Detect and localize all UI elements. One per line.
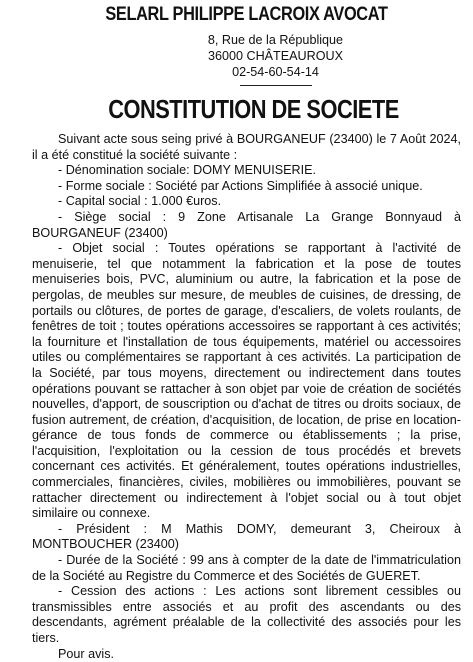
firm-name: SELARL PHILIPPE LACROIX AVOCAT <box>105 4 388 25</box>
notice-closing: Pour avis. <box>58 646 114 661</box>
notice-siege: - Siège social : 9 Zone Artisanale La Grange Bonnyaud à BOURGANEUF (23400) <box>32 209 461 240</box>
header-divider <box>240 85 312 86</box>
notice-cession: - Cession des actions : Les actions sont librement cessibles ou transmissibles entre associés et au profit des ascendants ou des descendants, agrément préalable de la collectivité des associés pour les tiers. <box>32 584 461 645</box>
address-street: 8, Rue de la République <box>207 33 344 47</box>
notice-objet: - Objet social : Toutes opérations se rapportant à l'activité de menuiserie, tel que notamment la fabrication et la pose de toutes menuiseries bois, PVC, aluminium ou autre, la fabrication et la pose de pergolas, de meubles sur mesure, de meubles de cuisines, de dressing, de portails ou clôtures, de portes de garage, d'escaliers, de volets roulants, de fenêtres de toit ; toutes opérations accessoires se rapportant à ces activités; la fourniture et l'installation de tous équipements, matériel ou accessoires utiles ou complémentaires se rapportant à ces activités. La participation de la Société, par tous moyens, directement ou indirectement dans toutes opérations pouvant se rattacher à son objet par voie de création de sociétés nouvelles, d'apport, de souscription ou d'achat de titres ou droits sociaux, de fusion autrement, de création, d'acquisition, de location, de prise en location-gérance de tous fonds de commerce ou établissements ; la prise, l'acquisition, l'exploitation ou la cession de tous procédés et brevets concernant ces activités. Et généralement, toutes opérations industrielles, commerciales, financières, civiles, mobilières ou immobilières, pouvant se rattacher directement ou indirectement à l'objet social ou à tout objet similaire ou connexe. <box>32 241 461 521</box>
notice-intro: Suivant acte sous seing privé à BOURGANEUF (23400) le 7 Août 2024, il a été constitué la société suivante : <box>32 132 461 162</box>
notice-capital: - Capital social : 1.000 €uros. <box>58 194 222 209</box>
notice-denomination: - Dénomination sociale: DOMY MENUISERIE. <box>58 163 317 178</box>
address-city: 36000 CHÂTEAUROUX <box>207 49 344 63</box>
notice-president: - Président : M Mathis DOMY, demeurant 3, Cheiroux à MONTBOUCHER (23400) <box>32 521 461 552</box>
notice-title: CONSTITUTION DE SOCIETE <box>108 94 399 124</box>
notice-body <box>32 132 461 662</box>
notice-duree: - Durée de la Société : 99 ans à compter de la date de l'immatriculation de la Société au Registre du Commerce et des Sociétés de GUERET. <box>32 553 461 583</box>
firm-phone: 02-54-60-54-14 <box>232 65 319 79</box>
notice-forme: - Forme sociale : Société par Actions Simplifiée à associé unique. <box>58 178 423 193</box>
firm-address <box>90 32 461 80</box>
